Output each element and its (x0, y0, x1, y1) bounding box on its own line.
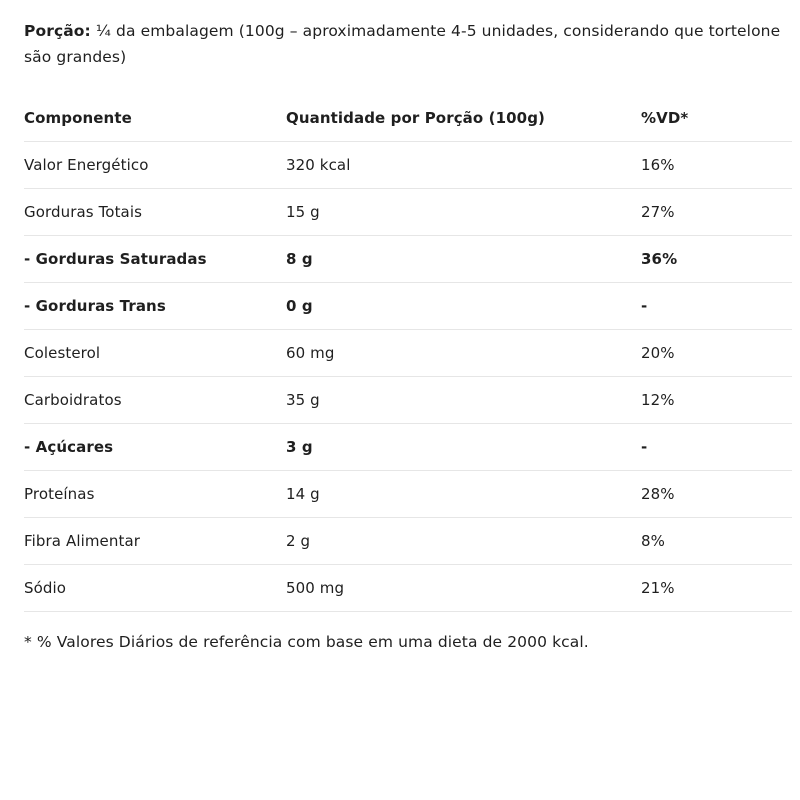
portion-text: ¼ da embalagem (100g – aproximadamente 4-5 unidades, considerando que tortelone são grandes) (24, 22, 781, 66)
daily-value-cell: 27% (641, 189, 792, 236)
daily-value-cell: 12% (641, 377, 792, 424)
quantity-cell: 14 g (286, 471, 641, 518)
quantity-cell: 500 mg (286, 565, 641, 612)
daily-value-cell: - (641, 424, 792, 471)
component-cell: Colesterol (24, 330, 286, 377)
daily-value-cell: 36% (641, 236, 792, 283)
daily-value-cell: 28% (641, 471, 792, 518)
table-row (24, 424, 792, 471)
table-row (24, 189, 792, 236)
daily-value-cell: 21% (641, 565, 792, 612)
daily-value-cell: 16% (641, 142, 792, 189)
daily-value-cell: - (641, 283, 792, 330)
component-cell: - Açúcares (24, 424, 286, 471)
table-row (24, 283, 792, 330)
table-row (24, 565, 792, 612)
portion-description (24, 18, 794, 70)
header-component: Componente (24, 95, 286, 142)
table-header-row (24, 95, 792, 142)
component-cell: Sódio (24, 565, 286, 612)
component-cell: - Gorduras Trans (24, 283, 286, 330)
quantity-cell: 0 g (286, 283, 641, 330)
component-cell: - Gorduras Saturadas (24, 236, 286, 283)
quantity-cell: 320 kcal (286, 142, 641, 189)
header-quantity: Quantidade por Porção (100g) (286, 95, 641, 142)
table-row (24, 377, 792, 424)
portion-label: Porção: (24, 22, 91, 40)
component-cell: Fibra Alimentar (24, 518, 286, 565)
table-row (24, 236, 792, 283)
footnote: * % Valores Diários de referência com base em uma dieta de 2000 kcal. (24, 633, 589, 651)
table-row (24, 142, 792, 189)
quantity-cell: 3 g (286, 424, 641, 471)
component-cell: Carboidratos (24, 377, 286, 424)
table-row (24, 518, 792, 565)
header-daily-value: %VD* (641, 95, 792, 142)
quantity-cell: 15 g (286, 189, 641, 236)
daily-value-cell: 20% (641, 330, 792, 377)
component-cell: Gorduras Totais (24, 189, 286, 236)
quantity-cell: 2 g (286, 518, 641, 565)
quantity-cell: 35 g (286, 377, 641, 424)
table-row (24, 330, 792, 377)
daily-value-cell: 8% (641, 518, 792, 565)
component-cell: Valor Energético (24, 142, 286, 189)
quantity-cell: 60 mg (286, 330, 641, 377)
nutrition-table (24, 95, 792, 612)
quantity-cell: 8 g (286, 236, 641, 283)
table-row (24, 471, 792, 518)
component-cell: Proteínas (24, 471, 286, 518)
